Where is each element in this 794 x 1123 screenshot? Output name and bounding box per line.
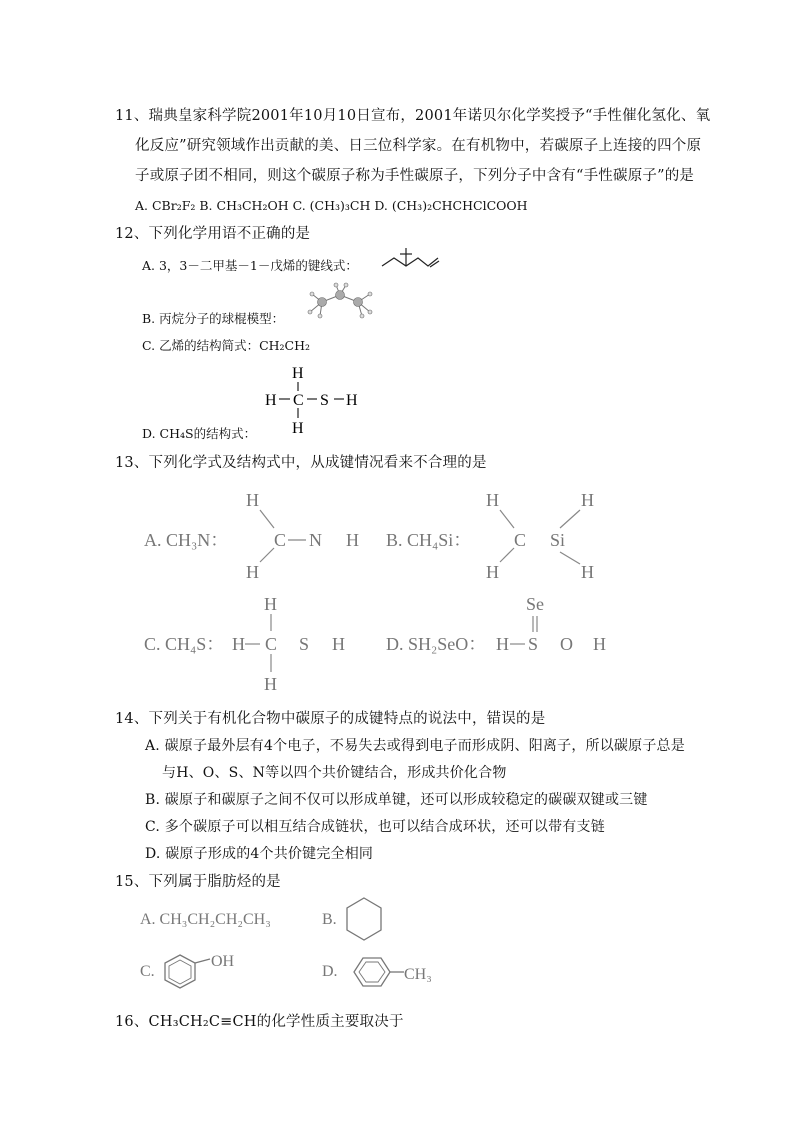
- atom-h-right: H: [346, 392, 358, 409]
- q13-d-label: D. SH₂SeO：: [386, 634, 487, 654]
- q15-option-c: C.: [140, 963, 155, 980]
- q13-c-h-left: H: [232, 634, 245, 654]
- q11-line1: 11、瑞典皇家科学院2001年10月10日宣布，2001年诺贝尔化学奖授予“手性催化氢化、氧: [115, 108, 711, 124]
- q11-options: A. CBr₂F₂ B. CH₃CH₂OH C. (CH₃)₃CH D. (CH₃)₂CHCHClCOOH: [135, 198, 528, 213]
- q13-c-label: C. CH₄S：: [144, 634, 225, 654]
- q13-a-h-bottom: H: [246, 562, 259, 582]
- phenol-oh-label: OH: [211, 953, 235, 970]
- q13-b-h-tr: H: [581, 490, 594, 510]
- q15-option-a: A. CH₃CH₂CH₂CH₃: [140, 911, 271, 928]
- q13-c-c: C: [265, 634, 278, 654]
- atom-h-bottom: H: [292, 420, 304, 436]
- q13-d-o: O: [560, 634, 573, 654]
- q15-stem: 15、下列属于脂肪烃的是: [115, 874, 281, 890]
- q11-line3: 子或原子团不相同，则这个碳原子称为手性碳原子，下列分子中含有“手性碳原子”的是: [135, 168, 695, 184]
- q13-b-c: C: [514, 530, 527, 550]
- q12-option-b: B. 丙烷分子的球棍模型：: [142, 311, 285, 326]
- q13-structures: [140, 486, 620, 696]
- q13-d-h-left: H: [496, 634, 509, 654]
- cyclohexane-ring: [344, 896, 384, 942]
- q11-line2: 化反应”研究领域作出贡献的美、日三位科学家。在有机物中，若碳原子上连接的四个原: [135, 138, 702, 154]
- q13-a-h-top: H: [246, 490, 259, 510]
- q14-option-a-line1: A. 碳原子最外层有4个电子，不易失去或得到电子而形成阴、阳离子，所以碳原子总是: [145, 738, 685, 754]
- q13-c-h-bottom: H: [264, 674, 277, 694]
- atom-c: C: [293, 392, 304, 409]
- q13-a-n: N: [309, 530, 322, 550]
- q14-option-b: B. 碳原子和碳原子之间不仅可以形成单键，还可以形成较稳定的碳碳双键或三键: [145, 792, 648, 808]
- atom-h-left: H: [265, 392, 277, 409]
- q16-stem: 16、CH₃CH₂C≡CH的化学性质主要取决于: [115, 1014, 404, 1030]
- q12-option-a: A. 3，3－二甲基－1－戊烯的键线式：: [142, 258, 358, 273]
- q14-stem: 14、下列关于有机化合物中碳原子的成键特点的说法中，错误的是: [115, 711, 546, 727]
- toluene-ch3-label: CH₃: [404, 966, 432, 983]
- q13-c-h-right: H: [332, 634, 345, 654]
- q15-option-b: B.: [322, 911, 337, 928]
- q13-c-s: S: [299, 634, 310, 654]
- q12-option-d: D. CH₄S的结构式：: [142, 426, 257, 441]
- atom-h-top: H: [292, 365, 304, 382]
- toluene-structure: [346, 952, 446, 992]
- phenol-structure: [160, 950, 240, 1000]
- q13-a-h-right: H: [346, 530, 359, 550]
- q12-option-c: C. 乙烯的结构简式：CH₂CH₂: [142, 338, 311, 353]
- q14-option-a-line2: 与H、O、S、N等以四个共价键结合，形成共价化合物: [162, 765, 507, 781]
- q13-a-label: A. CH₃N：: [144, 530, 229, 550]
- ch4s-structural-formula: [262, 362, 366, 436]
- q13-b-label: B. CH₄Si：: [386, 530, 472, 550]
- q14-option-c: C. 多个碳原子可以相互结合成链状，也可以结合成环状，还可以带有支链: [145, 819, 605, 835]
- propane-ball-stick-model: [302, 282, 378, 322]
- q13-b-h-br: H: [581, 562, 594, 582]
- q15-option-d: D.: [322, 963, 338, 980]
- q13-b-si: Si: [550, 530, 566, 550]
- q13-d-h-right: H: [593, 634, 606, 654]
- q12-skeletal-formula: [378, 244, 440, 272]
- q13-d-se: Se: [526, 594, 544, 614]
- q13-stem: 13、下列化学式及结构式中，从成键情况看来不合理的是: [115, 455, 487, 471]
- q13-c-h-top: H: [264, 594, 277, 614]
- q13-a-c: C: [274, 530, 287, 550]
- q13-d-s: S: [528, 634, 539, 654]
- atom-s: S: [320, 392, 329, 409]
- q14-option-d: D. 碳原子形成的4个共价键完全相同: [145, 846, 374, 862]
- q13-b-h-tl: H: [486, 490, 499, 510]
- q12-stem: 12、下列化学用语不正确的是: [115, 226, 311, 242]
- q13-b-h-bl: H: [486, 562, 499, 582]
